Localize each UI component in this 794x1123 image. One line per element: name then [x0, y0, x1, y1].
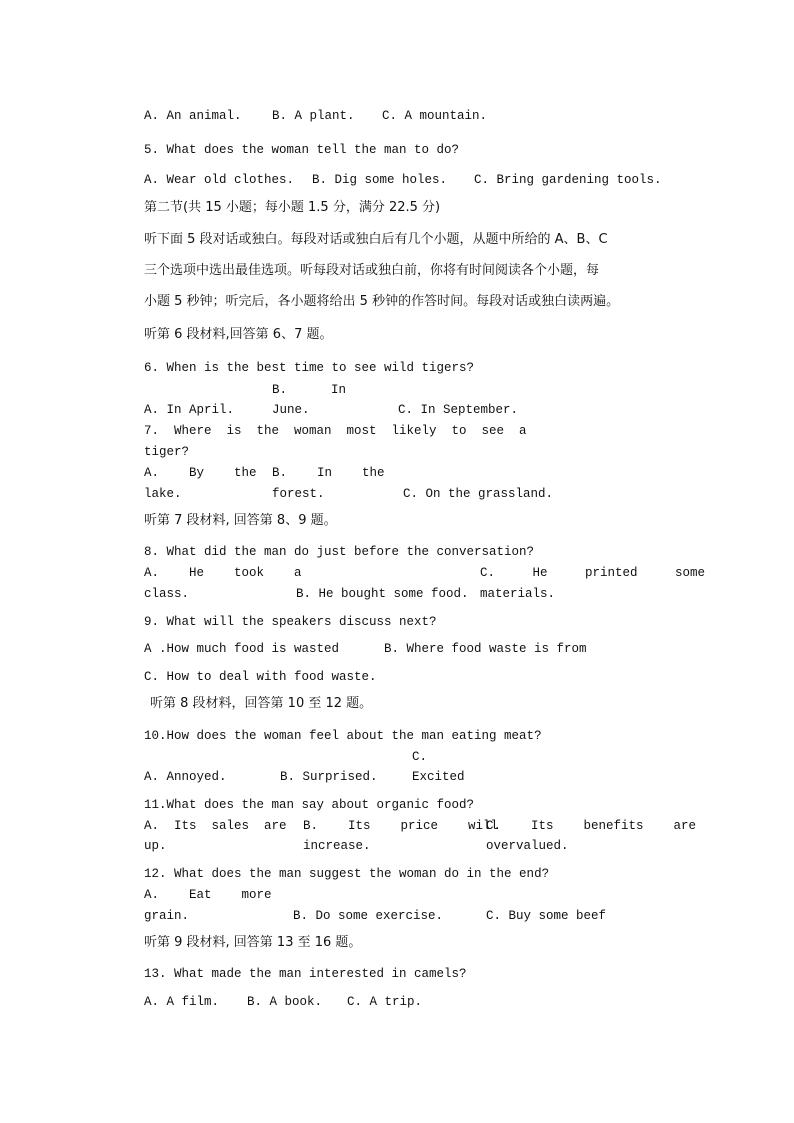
q6-option-c: C. In September. — [398, 403, 519, 417]
q11-option-b-line2: increase. — [303, 839, 371, 853]
passage9-heading: 听第 9 段材料, 回答第 13 至 16 题。 — [144, 935, 362, 950]
q11-option-c-line2: overvalued. — [486, 839, 569, 853]
q11-question: 11.What does the man say about organic food? — [144, 798, 475, 812]
q9-question: 9. What will the speakers discuss next? — [144, 615, 437, 629]
q13-option-a: A. A film. — [144, 995, 220, 1009]
q5-option-a: A. Wear old clothes. — [144, 173, 295, 187]
q10-option-a: A. Annoyed. — [144, 770, 227, 784]
q12-question: 12. What does the man suggest the woman do in the end? — [144, 867, 550, 881]
section2-instr-line2: 三个选项中选出最佳选项。听每段对话或独白前，你将有时间阅读各个小题，每 — [144, 263, 600, 278]
passage6-heading: 听第 6 段材料,回答第 6、7 题。 — [144, 327, 333, 342]
section2-instr-line3: 小题 5 秒钟；听完后，各小题将给出 5 秒钟的作答时间。每段对话或独白读两遍。 — [144, 294, 620, 309]
q6-option-a: A. In April. — [144, 403, 235, 417]
q7-option-a-line2: lake. — [144, 487, 182, 501]
q5-option-b: B. Dig some holes. — [312, 173, 448, 187]
q8-option-a-line1: A. He took a — [144, 566, 302, 580]
passage7-heading: 听第 7 段材料, 回答第 8、9 题。 — [144, 513, 337, 528]
q9-option-a: A .How much food is wasted — [144, 642, 340, 656]
q4-option-a: A. An animal. — [144, 109, 242, 123]
q11-option-c-line1: C. Its benefits are — [486, 819, 697, 833]
q8-option-b: B. He bought some food. — [296, 587, 469, 601]
q7-question-line1: 7. Where is the woman most likely to see a — [144, 424, 527, 438]
q6-option-b-in: In — [331, 383, 347, 397]
q10-option-b: B. Surprised. — [280, 770, 378, 784]
q7-option-a-line1: A. By the — [144, 466, 257, 480]
q9-option-b: B. Where food waste is from — [384, 642, 587, 656]
q8-option-a-line2: class. — [144, 587, 190, 601]
q8-option-c-line2: materials. — [480, 587, 556, 601]
q12-option-a-line2: grain. — [144, 909, 190, 923]
q7-option-c: C. On the grassland. — [403, 487, 554, 501]
q4-option-b: B. A plant. — [272, 109, 355, 123]
q4-option-c: C. A mountain. — [382, 109, 488, 123]
section2-instr-line1: 听下面 5 段对话或独白。每段对话或独白后有几个小题，从题中所给的 A、B、C — [144, 232, 608, 247]
q10-option-c-text: Excited — [412, 770, 465, 784]
q11-option-b-line1: B. Its price will — [303, 819, 499, 833]
q5-option-c: C. Bring gardening tools. — [474, 173, 662, 187]
q8-question: 8. What did the man do just before the conversation? — [144, 545, 535, 559]
passage8-heading: 听第 8 段材料，回答第 10 至 12 题。 — [150, 696, 373, 711]
q11-option-a-line2: up. — [144, 839, 167, 853]
q13-question: 13. What made the man interested in camels? — [144, 967, 467, 981]
q11-option-a-line1: A. Its sales are — [144, 819, 287, 833]
q10-question: 10.How does the woman feel about the man eating meat? — [144, 729, 542, 743]
q7-option-b-line2: forest. — [272, 487, 325, 501]
q9-option-c: C. How to deal with food waste. — [144, 670, 377, 684]
q6-question: 6. When is the best time to see wild tigers? — [144, 361, 475, 375]
q12-option-c: C. Buy some beef — [486, 909, 607, 923]
q5-question: 5. What does the woman tell the man to do? — [144, 143, 460, 157]
section2-title: 第二节(共 15 小题；每小题 1.5 分，满分 22.5 分) — [144, 200, 441, 215]
q12-option-b: B. Do some exercise. — [293, 909, 444, 923]
q8-option-c-line1: C. He printed some — [480, 566, 706, 580]
q7-question-line2: tiger? — [144, 445, 190, 459]
q6-option-b-letter: B. — [272, 383, 288, 397]
q10-option-c-letter: C. — [412, 750, 428, 764]
q12-option-a-line1: A. Eat more — [144, 888, 272, 902]
q6-option-b-june: June. — [272, 403, 310, 417]
q7-option-b-line1: B. In the — [272, 466, 385, 480]
q13-option-b: B. A book. — [247, 995, 323, 1009]
q13-option-c: C. A trip. — [347, 995, 423, 1009]
